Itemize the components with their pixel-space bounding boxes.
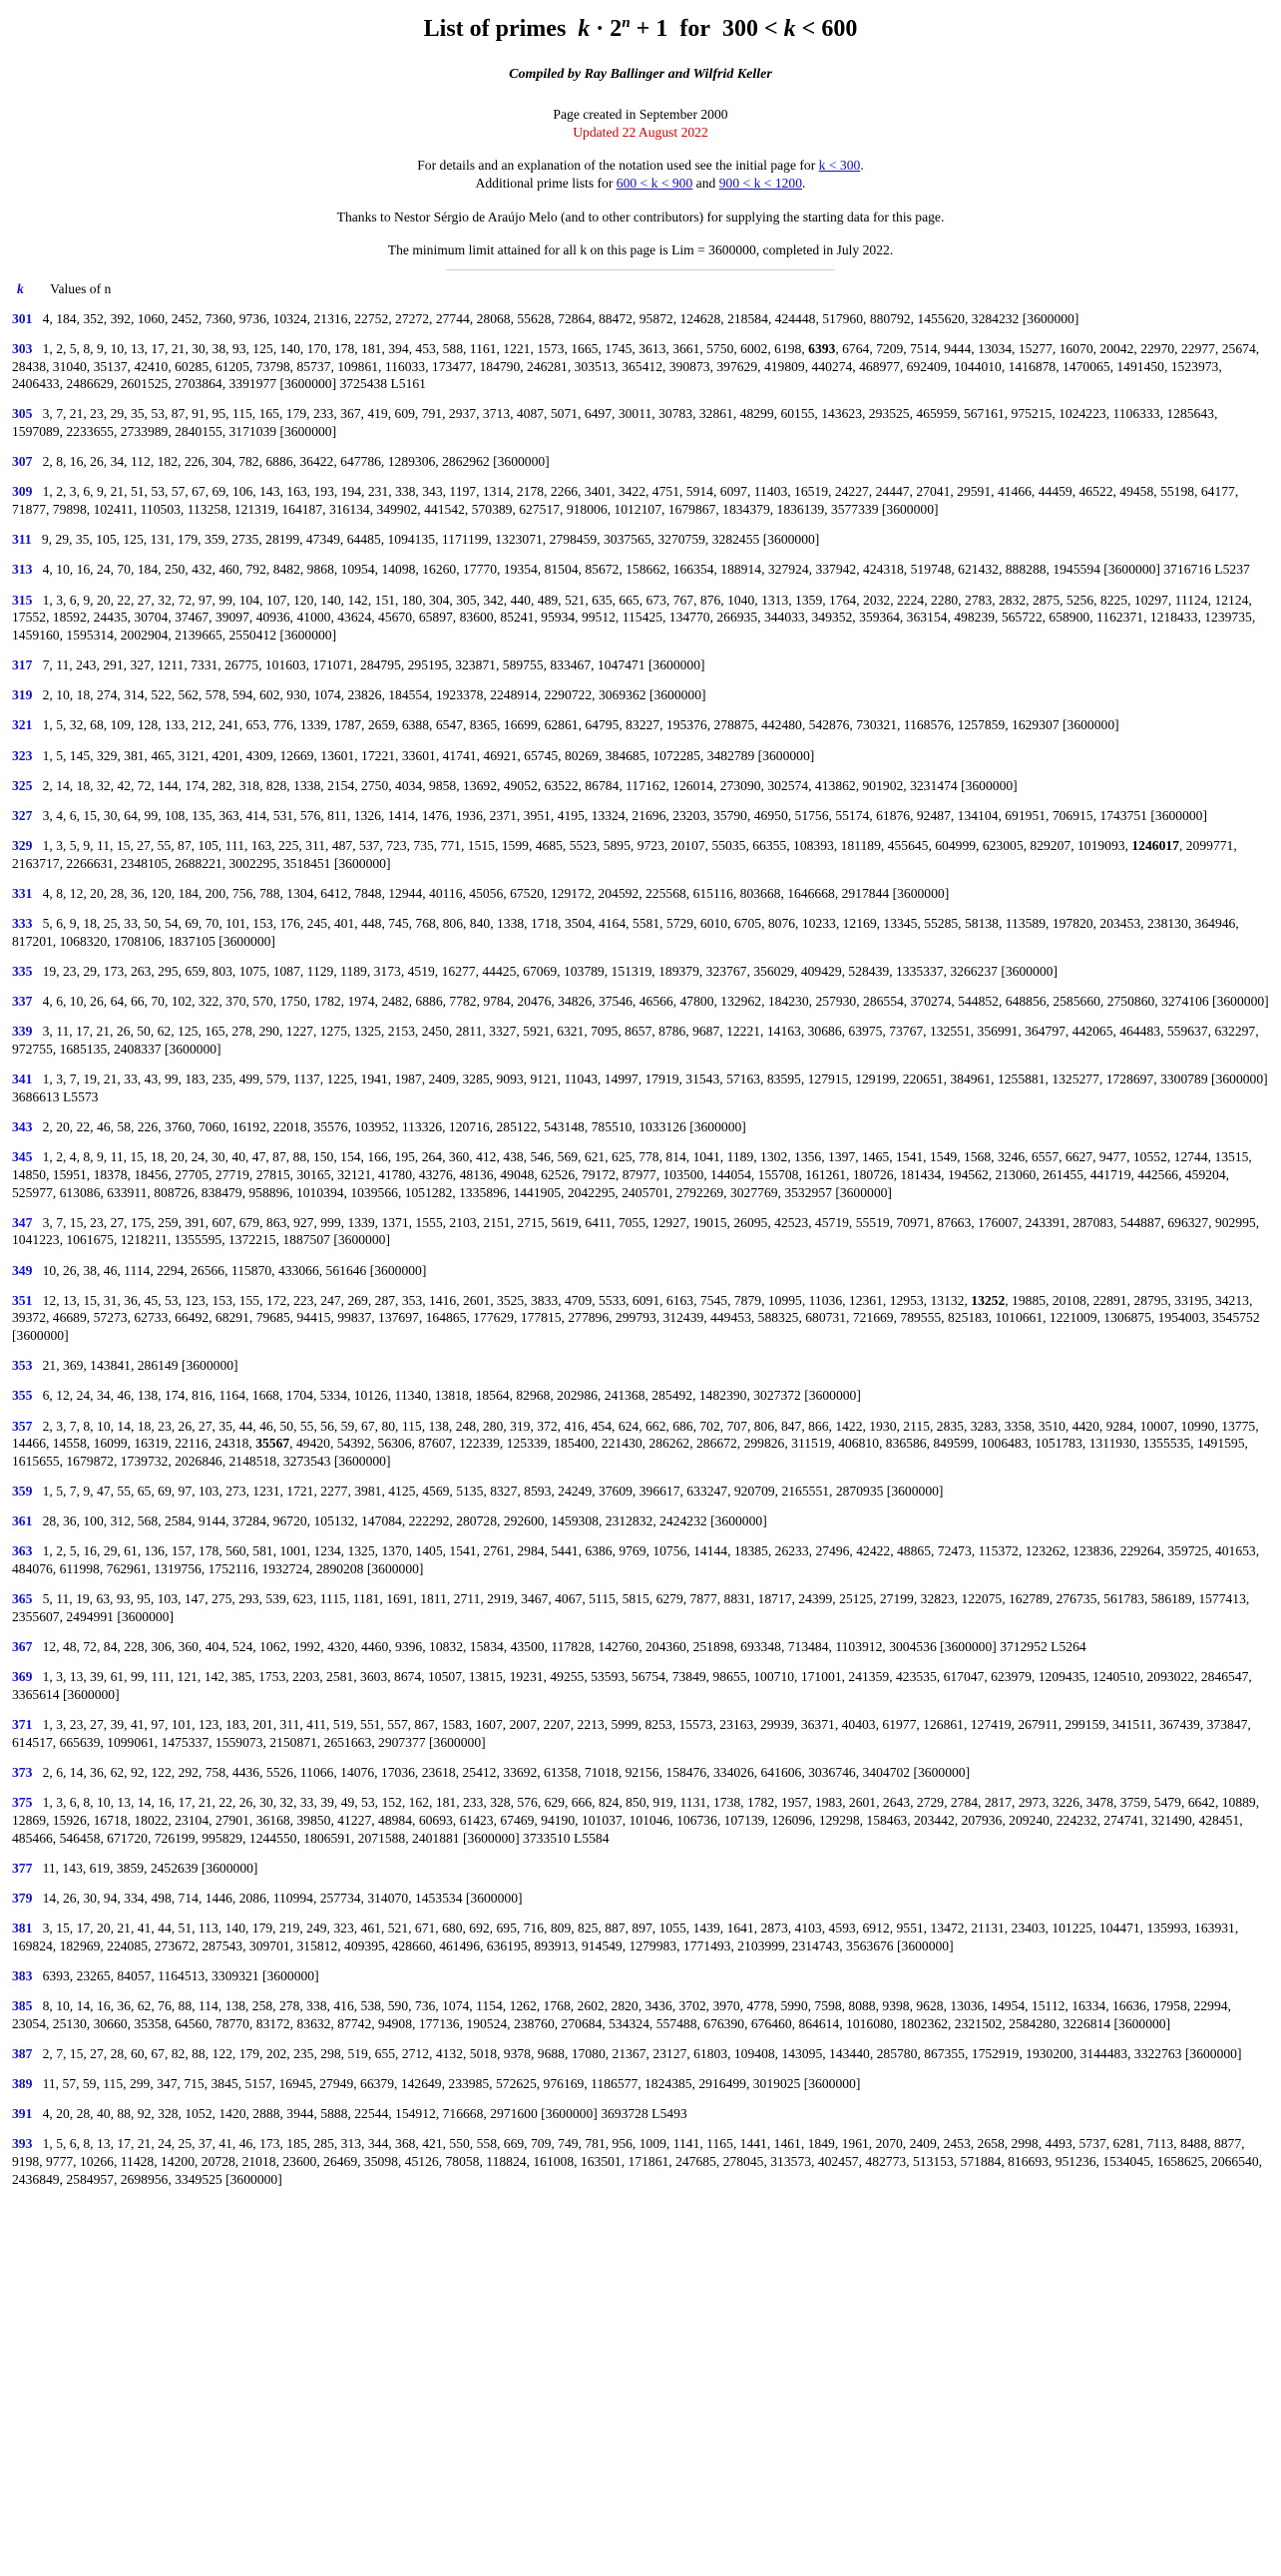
list-item bbox=[12, 531, 1269, 549]
n-values-text: 10, 26, 38, 46, 1114, 2294, 26566, 115870, 433066, 561646 [3600000] bbox=[42, 1262, 427, 1278]
k-value: 357 bbox=[12, 1418, 33, 1434]
n-values-text: 4, 10, 16, 24, 70, 184, 250, 432, 460, 792, 8482, 9868, 10954, 14098, 16260, 17770, 19354, 81504, 85672, 158662, 166354, 188914, 327924, 337942, 424318, 519748, 621432, 888288, 1945594 [3600000] 3716716 L5237 bbox=[42, 562, 1250, 578]
n-values bbox=[42, 532, 820, 547]
list-item bbox=[12, 1387, 1269, 1405]
n-values-text: 8, 10, 14, 16, 36, 62, 76, 88, 114, 138, 258, 278, 338, 416, 538, 590, 736, 1074, 1154, 1262, 1768, 2602, 2820, 3436, 3702, 3970, 4778, 5990, 7598, 8088, 9398, 9628, 13036, 14954, 15112, 16334, 16636, 17958, 22994, 23054, 25130, 30660, 35358, 64560, 78770, 83172, 83632, 87742, 94908, 177136, 190524, 238760, 270684, 534324, 557488, 676390, 676460, 864614, 1016080, 1802362, 2321502, 2584280, 3226814 [3600000] bbox=[12, 1998, 1231, 2031]
n-values bbox=[12, 484, 1238, 517]
list-item bbox=[12, 807, 1269, 825]
n-values bbox=[43, 808, 1207, 823]
highlighted-n: 13252 bbox=[971, 1292, 1006, 1308]
additional-lists: Additional prime lists for 600 < k < 900 and 900 < k < 1200. bbox=[475, 176, 806, 191]
additional-text: Additional prime lists for bbox=[475, 176, 617, 191]
k-value: 359 bbox=[12, 1484, 33, 1500]
link-900-1200[interactable]: 900 < k < 1200 bbox=[718, 176, 803, 191]
n-values-text: 4, 8, 12, 20, 28, 36, 120, 184, 200, 756, 788, 1304, 6412, 7848, 12944, 40116, 45056, 67520, 129172, 204592, 225568, 615116, 803668, 1646668, 2917844 [3600000] bbox=[42, 885, 950, 901]
n-values-text: 14, 26, 30, 94, 334, 498, 714, 1446, 2086, 110994, 257734, 314070, 1453534 [3600000] bbox=[42, 1890, 523, 1906]
list-item bbox=[12, 310, 1269, 328]
list-item bbox=[12, 592, 1269, 644]
k-value: 327 bbox=[12, 807, 33, 823]
k-value: 303 bbox=[12, 340, 33, 356]
n-values-text: 12, 13, 15, 31, 36, 45, 53, 123, 153, 155, 172, 223, 247, 269, 287, 353, 1416, 2601, 3525, 3833, 4709, 5533, 6091, 6163, 7545, 7879, 10995, 11036, 12361, 12953, 13132, bbox=[42, 1292, 972, 1308]
n-values bbox=[12, 1543, 1259, 1576]
k-value: 345 bbox=[12, 1149, 33, 1165]
k-value: 313 bbox=[12, 562, 33, 578]
n-values bbox=[43, 311, 1079, 326]
n-values bbox=[12, 593, 1255, 643]
n-values-text: 28, 36, 100, 312, 568, 2584, 9144, 37284, 96720, 105132, 147084, 222292, 280728, 292600, 1459308, 2312832, 2424232 [3600000] bbox=[42, 1513, 767, 1529]
n-values-text-cont: , 6764, 7209, 7514, 9444, 13034, 15277, 16070, 20042, 22970, 22977, 25674, 28438, 31040, 35137, 42410, 60285, 61205, 73798, 85737, 109861, 116033, 173477, 184790, 246281, 303513, 365412, 390873, 397629, 419809, 440274, 468977, 692409, 1044010, 1416878, 1470065, 1491450, 1523973, 2406433, 2486629, 2601525, 2703864, 3391977 [3600000] 3725438 L5161 bbox=[12, 340, 1260, 392]
details-note: For details and an explanation of the notation used see the initial page for k < 300. bbox=[417, 158, 864, 174]
list-item bbox=[12, 1668, 1269, 1703]
column-k: k bbox=[17, 281, 24, 297]
list-item bbox=[12, 1997, 1269, 2032]
n-values bbox=[43, 1263, 427, 1278]
k-value: 309 bbox=[12, 484, 33, 500]
list-item bbox=[12, 2105, 1269, 2123]
k-value: 373 bbox=[12, 1764, 33, 1780]
k-value: 361 bbox=[12, 1513, 33, 1529]
and-text: and bbox=[692, 176, 719, 191]
k-value: 391 bbox=[12, 2106, 33, 2122]
n-values bbox=[12, 1591, 1249, 1624]
k-value: 341 bbox=[12, 1072, 33, 1087]
n-values-text: 1, 3, 6, 9, 20, 22, 27, 32, 72, 97, 99, 104, 107, 120, 140, 142, 151, 180, 304, 305, 342, 440, 489, 521, 635, 665, 673, 767, 876, 1040, 1313, 1359, 1764, 2032, 2224, 2280, 2783, 2832, 2875, 5256, 8225, 10297, 11124, 12124, 17552, 18592, 24435, 30704, 37467, 39097, 40936, 41000, 43624, 45670, 65897, 83600, 85241, 95934, 99512, 115425, 134770, 266935, 344033, 349352, 359364, 363154, 498239, 565722, 658900, 1162371, 1218433, 1239735, 1459160, 1595314, 2002904, 2139665, 2550412 [3600000] bbox=[12, 592, 1256, 643]
n-values-text: 1, 3, 7, 19, 21, 33, 43, 99, 183, 235, 499, 579, 1137, 1225, 1941, 1987, 2409, 3285, 9093, 9121, 11043, 14997, 17919, 31543, 57163, 83595, 127915, 129199, 220651, 384961, 1255881, 1325277, 1728697, 3300789 [3600000] 3686613 L5573 bbox=[12, 1072, 1268, 1104]
n-values-text: 1, 3, 5, 9, 11, 15, 27, 55, 87, 105, 111, 163, 225, 311, 487, 537, 723, 735, 771, 1515, 1599, 4685, 5523, 5895, 9723, 20107, 55035, 66355, 108393, 181189, 455645, 604999, 623005, 829207, 1019093, bbox=[42, 838, 1132, 854]
n-values bbox=[12, 1419, 1259, 1469]
list-item bbox=[12, 1794, 1269, 1847]
k-value: 379 bbox=[12, 1890, 33, 1906]
list-item bbox=[12, 716, 1269, 734]
k-value: 329 bbox=[12, 838, 33, 854]
n-values-text: 5, 11, 19, 63, 93, 95, 103, 147, 275, 293, 539, 623, 1115, 1181, 1691, 1811, 2711, 2919, 3467, 4067, 5115, 5815, 6279, 7877, 8831, 18717, 24399, 25125, 27199, 32823, 122075, 162789, 276735, 561783, 586189, 1577413, 2355607, 2494991 [3600000] bbox=[12, 1591, 1250, 1624]
n-values-text: 4, 184, 352, 392, 1060, 2452, 7360, 9736, 10324, 21316, 22752, 27272, 27744, 28068, 55628, 72864, 88472, 95872, 124628, 218584, 424448, 517960, 880792, 1455620, 3284232 [3600000] bbox=[42, 310, 1079, 326]
k-value: 311 bbox=[12, 532, 32, 548]
n-values-text: 6, 12, 24, 34, 46, 138, 174, 816, 1164, 1668, 1704, 5334, 10126, 11340, 13818, 18564, 82968, 202986, 241368, 285492, 1482390, 3027372 [3600000] bbox=[42, 1388, 861, 1404]
list-item bbox=[12, 1483, 1269, 1501]
list-item bbox=[12, 1214, 1269, 1249]
column-header bbox=[17, 280, 1269, 298]
thanks-note: Thanks to Nestor Sérgio de Araújo Melo (and to other contributors) for supplying the starting data for this page. bbox=[336, 209, 945, 224]
n-values bbox=[43, 1639, 1086, 1654]
k-value: 351 bbox=[12, 1292, 33, 1308]
n-values bbox=[43, 2076, 861, 2091]
n-values-text: 2, 6, 14, 36, 62, 92, 122, 292, 758, 4436, 5526, 11066, 14076, 17036, 23618, 25412, 33692, 61358, 71018, 92156, 158476, 334026, 641606, 3036746, 3404702 [3600000] bbox=[42, 1764, 971, 1780]
n-values bbox=[43, 748, 815, 763]
n-values bbox=[43, 964, 1058, 979]
n-values-text: 1, 5, 145, 329, 381, 465, 3121, 4201, 4309, 12669, 13601, 17221, 33601, 41741, 46921, 65745, 80269, 384685, 1072285, 3482789 [3600000] bbox=[42, 747, 815, 763]
link-600-900[interactable]: 600 < k < 900 bbox=[616, 176, 693, 191]
n-values-text: 2, 7, 15, 27, 28, 60, 67, 82, 88, 122, 179, 202, 235, 298, 519, 655, 2712, 4132, 5018, 9378, 9688, 17080, 21367, 23127, 61803, 109408, 143095, 143440, 285780, 867355, 1752919, 1930200, 3144483, 3322763 [3600000] bbox=[42, 2045, 1242, 2061]
n-values bbox=[43, 1119, 746, 1134]
n-values bbox=[12, 1072, 1268, 1104]
list-item bbox=[12, 2045, 1269, 2063]
list-item bbox=[12, 340, 1269, 393]
n-values-text: 2, 20, 22, 46, 58, 226, 3760, 7060, 16192, 22018, 35576, 103952, 113326, 120716, 285122, 543148, 785510, 1033126 [3600000] bbox=[42, 1119, 746, 1135]
k-value: 315 bbox=[12, 592, 33, 608]
n-values-text: 2, 14, 18, 32, 42, 72, 144, 174, 282, 318, 828, 1338, 2154, 2750, 4034, 9858, 13692, 49052, 63522, 86784, 117162, 126014, 273090, 302574, 413862, 901902, 3231474 [3600000] bbox=[42, 777, 1018, 793]
list-item bbox=[12, 2135, 1269, 2188]
list-item bbox=[12, 1148, 1269, 1201]
n-values-text: 1, 2, 5, 16, 29, 61, 136, 157, 178, 560, 581, 1001, 1234, 1325, 1370, 1405, 1541, 2761, 2984, 5441, 6386, 9769, 10756, 14144, 18385, 26233, 27496, 42422, 48865, 72473, 115372, 123262, 123836, 229264, 359725, 401653, 484076, 611998, 762961, 1319756, 1752116, 1932724, 2890208 [3600000] bbox=[12, 1543, 1260, 1577]
n-values-text: 1, 2, 3, 6, 9, 21, 51, 53, 57, 67, 69, 106, 143, 163, 193, 194, 231, 338, 343, 1197, 1314, 2178, 2266, 3401, 3422, 4751, 5914, 6097, 11403, 16519, 24227, 24447, 27041, 29591, 41466, 44459, 46522, 49458, 55198, 64177, 71877, 79898, 102411, 110503, 113258, 121319, 164187, 316134, 349902, 441542, 570389, 627517, 918006, 1012107, 1679867, 1834379, 1836139, 3577339 [3600000] bbox=[12, 484, 1239, 518]
n-values bbox=[43, 1484, 944, 1499]
k-value: 325 bbox=[12, 777, 33, 793]
n-values bbox=[12, 1293, 1260, 1343]
k-value: 365 bbox=[12, 1591, 33, 1607]
n-values-text: 2, 3, 7, 8, 10, 14, 18, 23, 26, 27, 35, 44, 46, 50, 55, 56, 59, 67, 80, 115, 138, 248, 280, 319, 372, 416, 454, 624, 662, 686, 702, 707, 806, 847, 866, 1422, 1930, 2115, 2835, 3283, 3358, 3510, 4420, 9284, 10007, 10990, 13775, 14466, 14558, 16099, 16319, 22116, 24318, bbox=[12, 1418, 1259, 1452]
n-values bbox=[43, 2046, 1242, 2061]
list-item bbox=[12, 1764, 1269, 1782]
link-k-under-300[interactable]: k < 300 bbox=[818, 158, 861, 174]
list-item bbox=[12, 1890, 1269, 1908]
highlighted-n: 35567 bbox=[255, 1436, 290, 1452]
n-values-text: 1, 2, 4, 8, 9, 11, 15, 18, 20, 24, 30, 40, 47, 87, 88, 150, 154, 166, 195, 264, 360, 412, 438, 546, 569, 621, 625, 778, 814, 1041, 1189, 1302, 1356, 1397, 1465, 1541, 1549, 1568, 3246, 6557, 6627, 9477, 10552, 12744, 13515, 14850, 15951, 18378, 18456, 27705, 27719, 27815, 30165, 32121, 41780, 43276, 48136, 49048, 62526, 79172, 87977, 103500, 144054, 155708, 161261, 180726, 181434, 194562, 213060, 261455, 441719, 442566, 459204, 525977, 613086, 633911, 808726, 838479, 958896, 1010394, 1039566, 1051282, 1335896, 1441905, 2042295, 2405701, 2792269, 3027769, 3532957 [3600000] bbox=[12, 1149, 1252, 1200]
k-value: 349 bbox=[12, 1262, 33, 1278]
list-item bbox=[12, 2075, 1269, 2093]
k-value: 335 bbox=[12, 963, 33, 979]
k-value: 323 bbox=[12, 747, 33, 763]
n-values bbox=[12, 1215, 1259, 1248]
page-title: List of primes $k \cdot 2^n + 1$ for 300 < k < 600 bbox=[423, 15, 858, 42]
n-values-text: 11, 143, 619, 3859, 2452639 [3600000] bbox=[42, 1860, 258, 1876]
compiled-by: Compiled by Ray Ballinger and Wilfrid Keller bbox=[509, 66, 772, 82]
k-value: 339 bbox=[12, 1024, 33, 1040]
n-values bbox=[43, 562, 1250, 577]
n-values bbox=[12, 1024, 1259, 1057]
n-values bbox=[12, 1998, 1231, 2031]
k-value: 331 bbox=[12, 885, 33, 901]
n-values bbox=[12, 1795, 1259, 1845]
k-value: 385 bbox=[12, 1998, 33, 2014]
n-values bbox=[43, 1388, 861, 1403]
list-item bbox=[12, 993, 1269, 1011]
list-item bbox=[12, 915, 1269, 950]
n-values bbox=[12, 1669, 1252, 1702]
list-item bbox=[12, 963, 1269, 981]
created-date: Page created in September 2000 bbox=[553, 106, 728, 122]
n-values-text: 3, 7, 21, 23, 29, 35, 53, 87, 91, 95, 115, 165, 179, 233, 367, 419, 609, 791, 2937, 3713, 4087, 5071, 6497, 30011, 30783, 32861, 48299, 60155, 143623, 293525, 465959, 567161, 975215, 1024223, 1106333, 1285643, 1597089, 2233655, 2733989, 2840155, 3171039 [3600000] bbox=[12, 406, 1218, 440]
n-values bbox=[12, 916, 1239, 949]
list-item bbox=[12, 483, 1269, 518]
n-values-text: 11, 57, 59, 115, 299, 347, 715, 3845, 5157, 16945, 27949, 66379, 142649, 233985, 572625, 976169, 1186577, 1824385, 2916499, 3019025 [3600000] bbox=[42, 2076, 861, 2092]
n-values bbox=[12, 406, 1217, 439]
list-item bbox=[12, 777, 1269, 795]
n-values bbox=[12, 2136, 1262, 2186]
n-values bbox=[43, 778, 1018, 793]
k-value: 321 bbox=[12, 717, 33, 733]
k-value: 301 bbox=[12, 310, 33, 326]
n-values bbox=[12, 1149, 1252, 1199]
k-value: 387 bbox=[12, 2045, 33, 2061]
k-value: 371 bbox=[12, 1717, 33, 1733]
list-item bbox=[12, 405, 1269, 440]
n-values-text: 19, 23, 29, 173, 263, 295, 659, 803, 1075, 1087, 1129, 1189, 3173, 4519, 16277, 44425, 67069, 103789, 151319, 189379, 323767, 356029, 409429, 528439, 1335337, 3266237 [3600000] bbox=[42, 963, 1058, 979]
n-values-text: 1, 3, 13, 39, 61, 99, 111, 121, 142, 385, 1753, 2203, 2581, 3603, 8674, 10507, 13815, 19231, 49255, 53593, 56754, 73849, 98655, 100710, 171001, 241359, 423535, 617047, 623979, 1209435, 1240510, 2093022, 2846547, 3365614 [3600000] bbox=[12, 1669, 1252, 1702]
n-values bbox=[43, 657, 705, 672]
list-item bbox=[12, 1920, 1269, 1954]
list-item bbox=[12, 885, 1269, 903]
n-values-text: 1, 5, 32, 68, 109, 128, 133, 212, 241, 653, 776, 1339, 1787, 2659, 6388, 6547, 8365, 16699, 62861, 64795, 83227, 195376, 278875, 442480, 542876, 730321, 1168576, 1257859, 1629307 [3600000] bbox=[42, 717, 1119, 733]
n-values-text: 9, 29, 35, 105, 125, 131, 179, 359, 2735, 28199, 47349, 64485, 1094135, 1171199, 1323071, 2798459, 3037565, 3270759, 3282455 [3600000] bbox=[41, 532, 820, 548]
list-item bbox=[12, 1512, 1269, 1530]
n-values bbox=[43, 886, 950, 901]
n-values bbox=[12, 341, 1259, 391]
n-values bbox=[12, 1921, 1238, 1953]
n-values-text: 2, 10, 18, 274, 314, 522, 562, 578, 594, 602, 930, 1074, 23826, 184554, 1923378, 2248914, 2290722, 3069362 [3600000] bbox=[42, 687, 706, 703]
list-item bbox=[12, 1071, 1269, 1105]
n-values bbox=[43, 1861, 258, 1876]
k-value: 377 bbox=[12, 1860, 33, 1876]
n-values bbox=[43, 1968, 319, 1983]
list-item bbox=[12, 1590, 1269, 1625]
n-values-text: 2, 8, 16, 26, 34, 112, 182, 226, 304, 782, 6886, 36422, 647786, 1289306, 2862962 [3600000] bbox=[42, 454, 550, 470]
n-values bbox=[43, 2106, 687, 2121]
k-value: 305 bbox=[12, 406, 33, 422]
n-values-text-cont: , 49420, 54392, 56306, 87607, 122339, 125339, 185400, 221430, 286262, 286672, 299826, 311519, 406810, 836586, 849599, 1006483, 1051783, 1311930, 1355535, 1491595, 1615655, 1679872, 1739732, 2026846, 2148518, 3273543 [3600000] bbox=[12, 1436, 1248, 1469]
k-value: 317 bbox=[12, 657, 33, 673]
divider bbox=[446, 269, 835, 270]
n-values-text: 4, 6, 10, 26, 64, 66, 70, 102, 322, 370, 570, 1750, 1782, 1974, 2482, 6886, 7782, 9784, 20476, 34826, 37546, 46566, 47800, 132962, 184230, 257930, 286554, 370274, 544852, 648856, 2585660, 2750860, 3274106 [3600000] bbox=[42, 994, 1269, 1010]
list-item bbox=[12, 1292, 1269, 1345]
n-values-text: 1, 3, 23, 27, 39, 41, 97, 101, 123, 183, 201, 311, 411, 519, 551, 557, 867, 1583, 1607, 2007, 2207, 2213, 5999, 8253, 15573, 23163, 29939, 36371, 40403, 61977, 126861, 127419, 267911, 299159, 341511, 367439, 373847, 614517, 665639, 1099061, 1475337, 1559073, 2150871, 2651663, 2907377 [3600000] bbox=[12, 1717, 1251, 1750]
list-item bbox=[12, 1023, 1269, 1058]
k-value: 375 bbox=[12, 1795, 33, 1811]
k-value: 337 bbox=[12, 994, 33, 1010]
n-values-text: 21, 369, 143841, 286149 [3600000] bbox=[42, 1358, 238, 1374]
n-values-text: 6393, 23265, 84057, 1164513, 3309321 [3600000] bbox=[42, 1967, 319, 1983]
k-value: 393 bbox=[12, 2136, 33, 2152]
n-values-text: 1, 5, 6, 8, 13, 17, 21, 24, 25, 37, 41, 46, 173, 185, 285, 313, 344, 368, 421, 550, 558, 669, 709, 749, 781, 956, 1009, 1141, 1165, 1441, 1461, 1849, 1961, 2070, 2409, 2453, 2658, 2998, 4493, 5737, 6281, 7113, 8488, 8877, 9198, 9777, 10266, 11428, 14200, 20728, 21018, 23600, 26469, 35098, 45126, 78058, 118824, 161008, 163501, 171861, 247685, 278045, 313573, 402457, 482773, 513153, 571884, 816693, 951236, 1534045, 1658625, 2066540, 2436849, 2584957, 2698956, 3349525 [3600000] bbox=[12, 2136, 1263, 2187]
k-value: 389 bbox=[12, 2076, 33, 2092]
details-text: For details and an explanation of the notation used see the initial page for bbox=[417, 158, 819, 174]
n-values-text: 1, 3, 6, 8, 10, 13, 14, 16, 17, 21, 22, 26, 30, 32, 33, 39, 49, 53, 152, 162, 181, 233, 328, 576, 629, 666, 824, 850, 919, 1131, 1738, 1782, 1957, 1983, 2601, 2643, 2729, 2784, 2817, 2973, 3226, 3478, 3759, 5479, 6642, 10889, 12869, 15926, 16718, 18022, 23104, 27901, 36168, 39850, 41227, 48984, 60693, 61423, 67469, 94190, 101037, 101046, 106736, 107139, 126096, 129298, 158463, 203442, 207936, 209240, 224232, 274741, 321490, 428451, 485466, 546458, 671720, 726199, 995829, 1244550, 1806591, 2071588, 2401881 [3600000] 3733510 L5584 bbox=[12, 1795, 1260, 1846]
list-item bbox=[12, 1357, 1269, 1375]
list-item bbox=[12, 561, 1269, 579]
k-value: 347 bbox=[12, 1214, 33, 1230]
n-values bbox=[43, 1513, 767, 1528]
n-values-text-cont: , 19885, 20108, 22891, 28795, 33195, 34213, 39372, 46689, 57273, 62733, 66492, 68291, 79685, 94415, 99837, 137697, 164865, 177629, 177815, 277896, 299793, 312439, 449453, 588325, 680731, 721669, 789555, 825183, 1010661, 1221009, 1306875, 1954003, 3545752 [3600000] bbox=[12, 1292, 1260, 1344]
k-value: 383 bbox=[12, 1967, 33, 1983]
list-item bbox=[12, 1716, 1269, 1751]
n-values bbox=[43, 717, 1119, 732]
list-item bbox=[12, 837, 1269, 872]
k-value: 363 bbox=[12, 1543, 33, 1559]
k-value: 381 bbox=[12, 1921, 33, 1936]
k-value: 307 bbox=[12, 454, 33, 470]
n-values-text: 3, 4, 6, 15, 30, 64, 99, 108, 135, 363, 414, 531, 576, 811, 1326, 1414, 1476, 1936, 2371, 3951, 4195, 13324, 21696, 23203, 35790, 46950, 51756, 55174, 61876, 92487, 134104, 691951, 706915, 1743751 [3600000] bbox=[42, 807, 1208, 823]
n-values bbox=[43, 454, 550, 469]
n-values-text: 3, 11, 17, 21, 26, 50, 62, 125, 165, 278, 290, 1227, 1275, 1325, 2153, 2450, 2811, 3327, 5921, 6321, 7095, 8657, 8786, 9687, 12221, 14163, 30686, 63975, 73767, 132551, 356991, 364797, 442065, 464483, 559637, 632297, 972755, 1685135, 2408337 [3600000] bbox=[12, 1024, 1259, 1057]
n-values-text: 3, 15, 17, 20, 21, 41, 44, 51, 113, 140, 179, 219, 249, 323, 461, 521, 671, 680, 692, 695, 716, 809, 825, 887, 897, 1055, 1439, 1641, 2873, 4103, 4593, 6912, 9551, 13472, 21131, 23403, 101225, 104471, 135993, 163931, 169824, 182969, 224085, 273672, 287543, 309701, 315812, 409395, 428660, 461496, 636195, 893913, 914549, 1279983, 1771493, 2103999, 2314743, 3563676 [3600000] bbox=[12, 1921, 1239, 1953]
n-values bbox=[43, 1765, 971, 1780]
k-value: 355 bbox=[12, 1388, 33, 1404]
n-values-text: 12, 48, 72, 84, 228, 306, 360, 404, 524, 1062, 1992, 4320, 4460, 9396, 10832, 15834, 43500, 117828, 142760, 204360, 251898, 693348, 713484, 1103912, 3004536 [3600000] 3712952 L5264 bbox=[42, 1639, 1086, 1655]
n-values bbox=[12, 1717, 1251, 1750]
list-item bbox=[12, 1860, 1269, 1878]
page bbox=[0, 14, 1281, 2188]
column-values: Values of n bbox=[50, 281, 112, 297]
list-item bbox=[12, 1118, 1269, 1136]
updated-date: Updated 22 August 2022 bbox=[573, 124, 708, 140]
list-item bbox=[12, 453, 1269, 471]
list-item bbox=[12, 1967, 1269, 1985]
list-item bbox=[12, 1418, 1269, 1471]
k-value: 367 bbox=[12, 1639, 33, 1655]
list-item bbox=[12, 1638, 1269, 1656]
list-item bbox=[12, 747, 1269, 765]
n-values-text: 5, 6, 9, 18, 25, 33, 50, 54, 69, 70, 101, 153, 176, 245, 401, 448, 745, 768, 806, 840, 1338, 1718, 3504, 4164, 5581, 5729, 6010, 6705, 8076, 10233, 12169, 13345, 55285, 58138, 113589, 197820, 203453, 238130, 364946, 817201, 1068320, 1708106, 1837105 [3600000] bbox=[12, 916, 1239, 949]
k-value: 369 bbox=[12, 1669, 33, 1685]
prime-list bbox=[12, 310, 1269, 2189]
n-values-text: 4, 20, 28, 40, 88, 92, 328, 1052, 1420, 2888, 3944, 5888, 22544, 154912, 716668, 2971600 [3600000] 3693728 L5493 bbox=[42, 2106, 687, 2122]
list-item bbox=[12, 1262, 1269, 1280]
list-item bbox=[12, 1542, 1269, 1577]
highlighted-n: 1246017 bbox=[1131, 838, 1179, 854]
k-value: 319 bbox=[12, 687, 33, 703]
highlighted-n: 6393 bbox=[808, 340, 836, 356]
n-values-text: 3, 7, 15, 23, 27, 175, 259, 391, 607, 679, 863, 927, 999, 1339, 1371, 1555, 2103, 2151, 2715, 5619, 6411, 7055, 12927, 19015, 26095, 42523, 45719, 55519, 70971, 87663, 176007, 243391, 287083, 544887, 696327, 902995, 1041223, 1061675, 1218211, 1355595, 1372215, 1887507 [3600000] bbox=[12, 1214, 1260, 1248]
minimum-limit-note: The minimum limit attained for all k on this page is Lim = 3600000, completed in July 2022. bbox=[387, 242, 894, 258]
n-values-text: 1, 2, 5, 8, 9, 10, 13, 17, 21, 30, 38, 93, 125, 140, 170, 178, 181, 394, 453, 588, 1161, 1221, 1573, 1665, 1745, 3613, 3661, 5750, 6002, 6198, bbox=[42, 340, 809, 356]
k-value: 353 bbox=[12, 1358, 33, 1374]
n-values bbox=[12, 838, 1237, 871]
n-values bbox=[43, 687, 706, 702]
k-value: 343 bbox=[12, 1119, 33, 1135]
list-item bbox=[12, 686, 1269, 704]
n-values-text-cont: , 2099771, 2163717, 2266631, 2348105, 2688221, 3002295, 3518451 [3600000] bbox=[12, 838, 1237, 871]
n-values bbox=[43, 994, 1269, 1009]
n-values bbox=[43, 1891, 523, 1906]
list-item bbox=[12, 656, 1269, 674]
n-values-text: 7, 11, 243, 291, 327, 1211, 7331, 26775, 101603, 171071, 284795, 295195, 323871, 589755, 833467, 1047471 [3600000] bbox=[42, 657, 705, 673]
n-values-text: 1, 5, 7, 9, 47, 55, 65, 69, 97, 103, 273, 1231, 1721, 2277, 3981, 4125, 4569, 5135, 8327, 8593, 24249, 37609, 396617, 633247, 920709, 2165551, 2870935 [3600000] bbox=[42, 1484, 944, 1500]
k-value: 333 bbox=[12, 916, 33, 932]
n-values bbox=[43, 1358, 238, 1373]
